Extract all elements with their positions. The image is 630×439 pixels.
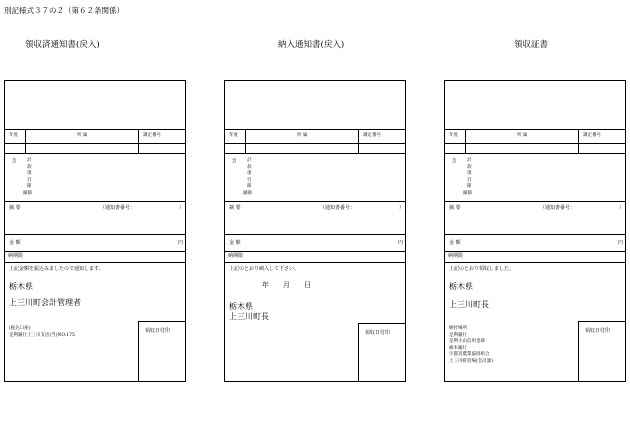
notice-number-label: （通知書番号： [540, 205, 576, 211]
divider [225, 129, 405, 130]
form-title-payment-notice: 納入通知書(戻入) [278, 40, 345, 50]
divider [578, 129, 579, 153]
divider [225, 153, 405, 154]
divider [445, 234, 625, 235]
col-shozoku-label: 所 属 [297, 133, 308, 138]
account-line: 項 [467, 171, 472, 177]
divider [445, 143, 625, 144]
header-note: 別記様式３７の２（第６２条関係） [4, 6, 124, 15]
yen-label: 円 [618, 240, 624, 246]
divider [445, 262, 625, 263]
account-line: 計 [247, 158, 252, 163]
yen-label: 円 [178, 240, 184, 246]
account-line: 目 [247, 177, 252, 183]
payment-place: 納付場所 [449, 326, 467, 331]
date-line: 年 月 日 [262, 281, 311, 289]
receipt-stamp-box [358, 323, 405, 381]
col-shozoku-label: 所 属 [77, 133, 88, 138]
payment-place: 宇都宮農業協同組合 [449, 352, 490, 357]
account-line: 項 [247, 171, 252, 177]
divider [138, 129, 139, 153]
issuer-prefecture: 栃木県 [9, 282, 33, 291]
amount-label: 金 額 [9, 240, 21, 246]
account-line: 項 [27, 171, 32, 177]
bank-line: (振込口座) [9, 326, 31, 331]
account-line: 計 [27, 158, 32, 163]
divider [465, 129, 466, 153]
divider [445, 153, 625, 154]
divider [245, 129, 246, 153]
divider [445, 201, 625, 202]
payment-place: 足利銀行 [449, 332, 467, 338]
account-kai-label: 会 [452, 159, 457, 164]
divider [5, 262, 185, 263]
notice-message: 上記金額を振込みましたので通知します。 [9, 266, 104, 272]
divider [225, 143, 405, 144]
account-line: 節 [27, 184, 32, 190]
account-line: 款 [27, 164, 32, 170]
form-payment-notice [224, 80, 406, 382]
account-line: 細節 [23, 190, 32, 196]
account-lines [463, 158, 472, 198]
stamp-label: 領収日付印 [145, 328, 171, 334]
form-title-receipt-notice: 領収済通知書(戻入) [25, 40, 100, 50]
issuer-prefecture: 栃木県 [449, 282, 473, 291]
col-nendo-label: 年度 [449, 133, 458, 138]
receipt-stamp-box [578, 321, 625, 381]
tekiyo-label: 摘 要 [449, 205, 461, 211]
account-line: 節 [247, 184, 252, 190]
yen-label: 円 [398, 240, 404, 246]
stamp-label: 領収日付印 [585, 328, 611, 334]
divider [5, 201, 185, 202]
divider [5, 153, 185, 154]
payment-places [449, 326, 493, 365]
account-line: 款 [467, 164, 472, 170]
divider [225, 201, 405, 202]
tekiyo-label: 摘 要 [9, 205, 21, 211]
notice-number-close: ） [179, 205, 185, 211]
account-line: 目 [467, 177, 472, 183]
amount-label: 金 額 [449, 240, 461, 246]
account-line: 款 [247, 164, 252, 170]
notice-number-label: （通知書番号： [320, 205, 356, 211]
form-receipt [444, 80, 626, 382]
receipt-stamp-box [138, 321, 185, 381]
bank-line: 足利銀行上三川支店(当)NO.175 [9, 332, 75, 338]
divider [445, 251, 625, 252]
bank-info [9, 326, 75, 339]
divider [225, 234, 405, 235]
account-line: 細節 [463, 190, 472, 196]
col-chotei-label: 調定番号 [583, 133, 601, 138]
divider [5, 143, 185, 144]
account-line: 節 [467, 184, 472, 190]
notice-number-close: ） [619, 205, 625, 211]
divider [445, 129, 625, 130]
divider [5, 234, 185, 235]
deadline-label: 納期限 [448, 253, 464, 259]
col-nendo-label: 年度 [229, 133, 238, 138]
notice-number-label: （通知書番号： [100, 205, 136, 211]
account-kai-label: 会 [12, 159, 17, 164]
form-title-receipt: 領収証書 [514, 40, 549, 50]
tekiyo-label: 摘 要 [229, 205, 241, 211]
issuer-name: 上三川町長 [229, 312, 269, 321]
payment-place: 上三川町役場(会計課) [449, 358, 494, 364]
col-chotei-label: 調定番号 [143, 133, 161, 138]
account-lines [243, 158, 252, 198]
notice-number-close: ） [399, 205, 405, 211]
col-shozoku-label: 所 属 [517, 133, 528, 138]
divider [358, 129, 359, 153]
notice-message: 上記のとおり領収しました。 [449, 266, 515, 272]
account-kai-label: 会 [232, 159, 237, 164]
amount-label: 金 額 [229, 240, 241, 246]
col-nendo-label: 年度 [9, 133, 18, 138]
col-chotei-label: 調定番号 [363, 133, 381, 138]
issuer-name: 上三川町長 [449, 300, 489, 309]
deadline-label: 納期限 [228, 253, 244, 259]
notice-message: 上記のとおり納入して下さい。 [229, 266, 300, 272]
issuer-prefecture: 栃木県 [229, 302, 253, 311]
divider [5, 129, 185, 130]
account-line: 計 [467, 158, 472, 163]
divider [225, 251, 405, 252]
divider [225, 262, 405, 263]
deadline-label: 納期限 [8, 253, 24, 259]
issuer-name: 上三川町会計管理者 [9, 298, 81, 307]
account-line: 目 [27, 177, 32, 183]
stamp-label: 領収日付印 [365, 330, 391, 336]
account-line: 細節 [243, 190, 252, 196]
payment-place: 栃木銀行 [449, 345, 467, 351]
form-receipt-notice [4, 80, 186, 382]
divider [5, 251, 185, 252]
divider [25, 129, 26, 153]
account-lines [23, 158, 32, 198]
payment-place: 足利小山信用金庫 [449, 339, 485, 344]
